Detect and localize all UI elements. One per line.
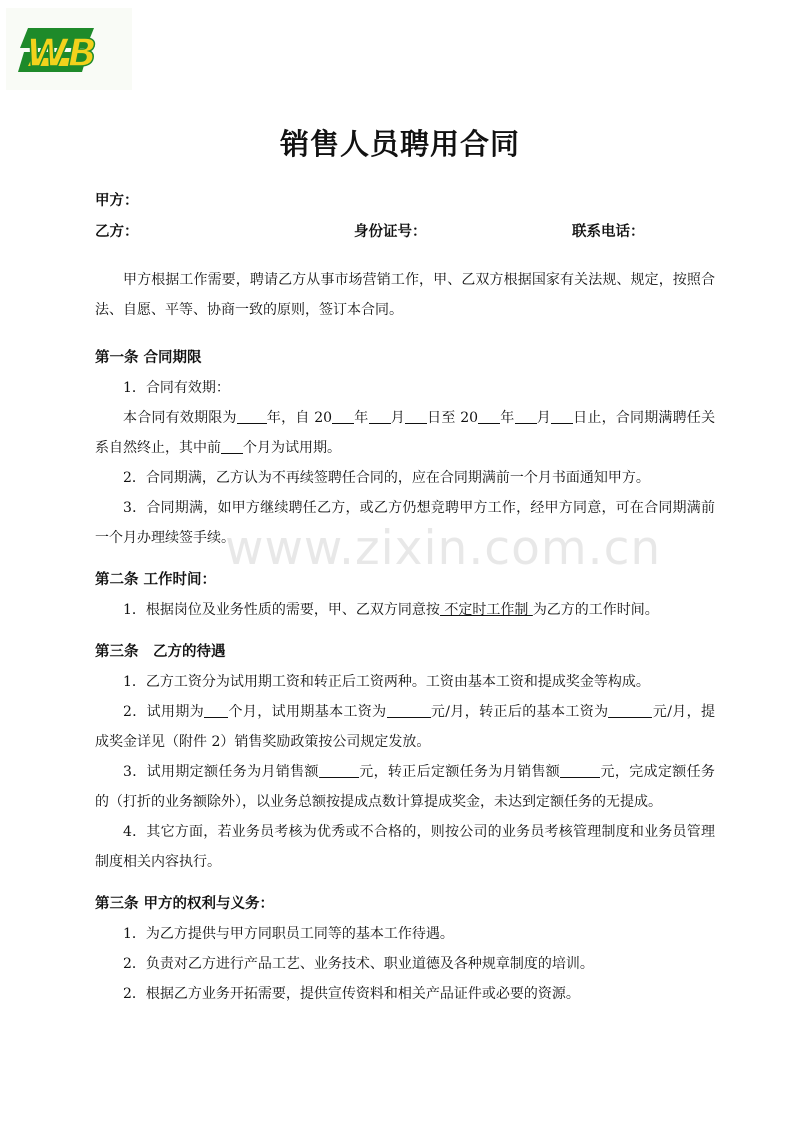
- blank-field: [560, 763, 600, 778]
- watermark: www.zixin.com.cn: [225, 521, 662, 576]
- blank-field: [237, 409, 267, 424]
- text: 元/月，提成奖金详见（附件 2）销售奖励政策按公司规定发放。: [95, 704, 716, 750]
- intro-paragraph: 甲方根据工作需要，聘请乙方从事市场营销工作，甲、乙双方根据国家有关法规、规定，按照合法、自愿、平等、协商一致的原则，签订本合同。: [95, 272, 715, 318]
- s1-item-2: [95, 403, 715, 463]
- id-number-label: 身份证号：: [354, 224, 427, 240]
- s3-item-2: [95, 697, 715, 757]
- s3-item-3: [95, 757, 715, 817]
- section-1-title: 第一条 合同期限: [95, 350, 202, 366]
- blank-field: [204, 703, 228, 718]
- text: 个月为试用期。: [243, 440, 341, 456]
- text: 2．试用期为: [123, 704, 205, 720]
- text: 3．试用期定额任务为月销售额: [123, 764, 319, 780]
- text: 月: [536, 410, 551, 426]
- wb-logo-icon: [6, 8, 132, 90]
- logo-text: WB: [26, 31, 97, 75]
- blank-field: [387, 703, 431, 718]
- text: 元，完成定额任务的（打折的业务额除外），以业务总额按提成点数计算提成奖金，未达到定额任务的无提成。: [95, 764, 715, 810]
- blank-field: [332, 409, 354, 424]
- s1-item-4: 3．合同期满，如甲方继续聘任乙方，或乙方仍想竞聘甲方工作，经甲方同意，可在合同期满前一个月办理续签手续。: [95, 500, 715, 546]
- section-2-title: 第二条 工作时间：: [95, 572, 217, 588]
- blank-field: [221, 439, 243, 454]
- text: 月: [390, 410, 405, 426]
- text: 1．根据岗位及业务性质的需要，甲、乙双方同意按: [123, 602, 440, 618]
- s4-item-1: 1．为乙方提供与甲方同职员工同等的基本工作待遇。: [123, 926, 454, 942]
- blank-field: [608, 703, 652, 718]
- section-4-title: 第三条 甲方的权利与义务：: [95, 896, 275, 912]
- blank-field: [319, 763, 359, 778]
- blank-field: [551, 409, 573, 424]
- blank-field: [478, 409, 500, 424]
- underlined-text: 不定时工作制: [439, 602, 533, 618]
- party-a-label: 甲方：: [95, 193, 139, 209]
- blank-field: [405, 409, 427, 424]
- party-b-label: 乙方：: [95, 224, 139, 240]
- s3-item-1: 1．乙方工资分为试用期工资和转正后工资两种。工资由基本工资和提成奖金等构成。: [123, 674, 650, 690]
- text: 元，转正后定额任务为月销售额: [358, 764, 561, 780]
- text: 日止，合同期满聘任关系自然终止，其中前: [95, 410, 716, 456]
- s1-item-1: 1．合同有效期：: [123, 380, 230, 396]
- company-logo: [6, 8, 132, 90]
- text: 年: [354, 410, 369, 426]
- document-title: 销售人员聘用合同: [279, 127, 520, 161]
- s2-item-1: [95, 595, 715, 625]
- text: 本合同有效期限为: [123, 410, 237, 426]
- contract-body: [95, 265, 715, 1009]
- text: 元/月，转正后的基本工资为: [430, 704, 609, 720]
- text: 年，自 20: [266, 410, 333, 426]
- s4-item-2: 2．负责对乙方进行产品工艺、业务技术、职业道德及各种规章制度的培训。: [123, 956, 594, 972]
- section-3-title: 第三条 乙方的待遇: [95, 644, 226, 660]
- text: 年: [500, 410, 515, 426]
- blank-field: [515, 409, 537, 424]
- s3-item-4: 4．其它方面，若业务员考核为优秀或不合格的，则按公司的业务员考核管理制度和业务员管理制度相关内容执行。: [95, 824, 715, 870]
- s1-item-3: 2．合同期满，乙方认为不再续签聘任合同的，应在合同期满前一个月书面通知甲方。: [123, 470, 650, 486]
- phone-label: 联系电话：: [572, 224, 645, 240]
- s4-item-3: 2．根据乙方业务开拓需要，提供宣传资料和相关产品证件或必要的资源。: [123, 986, 580, 1002]
- text: 为乙方的工作时间。: [532, 602, 659, 618]
- blank-field: [369, 409, 391, 424]
- text: 个月，试用期基本工资为: [228, 704, 387, 720]
- text: 日至 20: [426, 410, 479, 426]
